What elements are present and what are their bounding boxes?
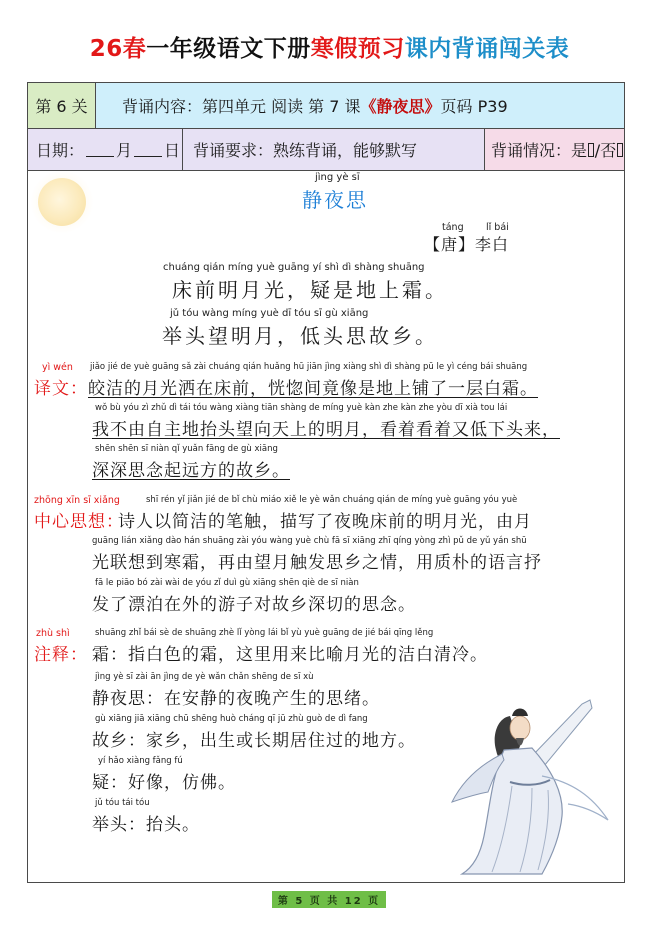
requirement-cell: 背诵要求：熟练背诵，能够默写 [183, 129, 485, 170]
note-5-pinyin: jǔ tóu tái tóu [95, 798, 150, 808]
yes-checkbox[interactable] [588, 143, 594, 157]
verse-1-pinyin: chuáng qián míng yuè guāng yí shì dì shàng shuāng [163, 262, 425, 273]
author-name-pinyin: lǐ bái [486, 222, 509, 233]
translation-line-1: 皎洁的月光洒在床前，恍惚间竟像是地上铺了一层白霜。 [88, 379, 538, 399]
note-1: 霜：指白色的霜，这里用来比喻月光的洁白清冷。 [92, 645, 488, 665]
notes-label-pinyin: zhù shì [36, 628, 70, 639]
title-challenge: 课内背诵闯关表 [404, 36, 570, 62]
note-3: 故乡：家乡，出生或长期居住过的地方。 [92, 731, 416, 751]
note-5: 举头：抬头。 [92, 815, 200, 835]
verse-1: 床前明月光，疑是地上霜。 [172, 278, 448, 302]
level-cell: 第 6 关 [28, 83, 96, 128]
author-dynasty-pinyin: táng [442, 222, 464, 233]
moon-icon [38, 178, 86, 226]
central-label-pinyin: zhōng xīn sī xiǎng [34, 495, 120, 506]
content-page: 页码 P39 [440, 97, 508, 116]
title-grade: 一年级语文下册 [146, 36, 311, 62]
info-row-2 [28, 129, 624, 171]
date-cell [28, 129, 183, 170]
day-label: 日 [164, 141, 181, 160]
status-label: 背诵情况：是 [491, 141, 588, 160]
central-line-3-pinyin: fā le piāo bó zài wài de yóu zǐ duì gù xiāng shēn qiè de sī niàn [95, 578, 359, 588]
note-1-pinyin: shuāng zhǐ bái sè de shuāng zhè lǐ yòng lái bǐ yù yuè guāng de jié bái qīng lěng [95, 628, 434, 638]
central-line-2: 光联想到寒霜，再由望月触发思乡之情，用质朴的语言抒 [92, 553, 542, 573]
translation-line-2-pinyin: wǒ bù yóu zì zhǔ dì tái tóu wàng xiàng tiān shàng de míng yuè kàn zhe kàn zhe yòu dī xià tou lái [95, 403, 508, 413]
status-separator: /否 [594, 141, 617, 160]
verse-2-pinyin: jǔ tóu wàng míng yuè dī tóu sī gù xiāng [170, 308, 369, 319]
translation-line-3-pinyin: shēn shēn sī niàn qǐ yuǎn fāng de gù xiāng [95, 444, 278, 454]
translation-label: 译文： [34, 379, 88, 399]
central-line-1: 诗人以简洁的笔触，描写了夜晚床前的明月光，由月 [118, 512, 532, 532]
poet-illustration [392, 686, 622, 876]
note-2-pinyin: jìng yè sī zài ān jìng de yè wǎn chǎn shēng de sī xù [95, 672, 314, 682]
central-line-1-pinyin: shī rén yǐ jiǎn jié de bǐ chù miáo xiě le yè wǎn chuáng qián de míng yuè guāng yóu yuè [146, 495, 518, 505]
title-year: 26春 [89, 36, 147, 62]
notes-label: 注释： [34, 645, 88, 665]
no-checkbox[interactable] [617, 143, 623, 157]
poem-author: 【唐】李白 [424, 235, 510, 254]
central-line-2-pinyin: guāng lián xiǎng dào hán shuāng zài yóu wàng yuè chù fā sī xiāng zhī qíng yòng zhì pǔ de yǔ yán shū [92, 536, 527, 546]
content-cell [96, 83, 624, 128]
note-3-pinyin: gù xiāng jiā xiāng chū shēng huò cháng qī jū zhù guò de dì fang [95, 714, 368, 724]
month-label: 月 [116, 141, 133, 160]
note-2: 静夜思：在安静的夜晚产生的思绪。 [92, 689, 380, 709]
central-line-3: 发了漂泊在外的游子对故乡深切的思念。 [92, 595, 416, 615]
info-row-1 [28, 83, 624, 129]
note-4-pinyin: yí hǎo xiàng fǎng fú [98, 756, 183, 766]
poem-title: 静夜思 [302, 188, 368, 212]
verse-2: 举头望明月，低头思故乡。 [162, 324, 438, 348]
translation-line-1-pinyin: jiǎo jié de yuè guāng sǎ zài chuáng qián huǎng hū jiān jìng xiàng shì dì shàng pū le yì céng bái shuāng [90, 362, 528, 372]
status-cell [485, 129, 624, 170]
page-number-badge: 第 5 页 共 12 页 [272, 891, 386, 908]
note-4: 疑：好像，仿佛。 [92, 773, 236, 793]
day-blank[interactable] [134, 142, 162, 157]
poem-title-pinyin: jìng yè sī [315, 172, 360, 183]
central-label: 中心思想： [34, 512, 124, 532]
content-lesson-title: 《静夜思》 [360, 97, 441, 116]
month-blank[interactable] [86, 142, 114, 157]
poet-figure [452, 700, 608, 874]
content-prefix: 背诵内容：第四单元 阅读 第 7 课 [122, 97, 361, 116]
page-title [0, 30, 659, 63]
translation-label-pinyin: yì wén [42, 362, 73, 373]
date-label: 日期： [36, 141, 85, 160]
translation-line-2: 我不由自主地抬头望向天上的明月，看着看着又低下头来， [92, 420, 560, 440]
title-preview: 寒假预习 [310, 36, 405, 62]
translation-line-3: 深深思念起远方的故乡。 [92, 461, 290, 481]
